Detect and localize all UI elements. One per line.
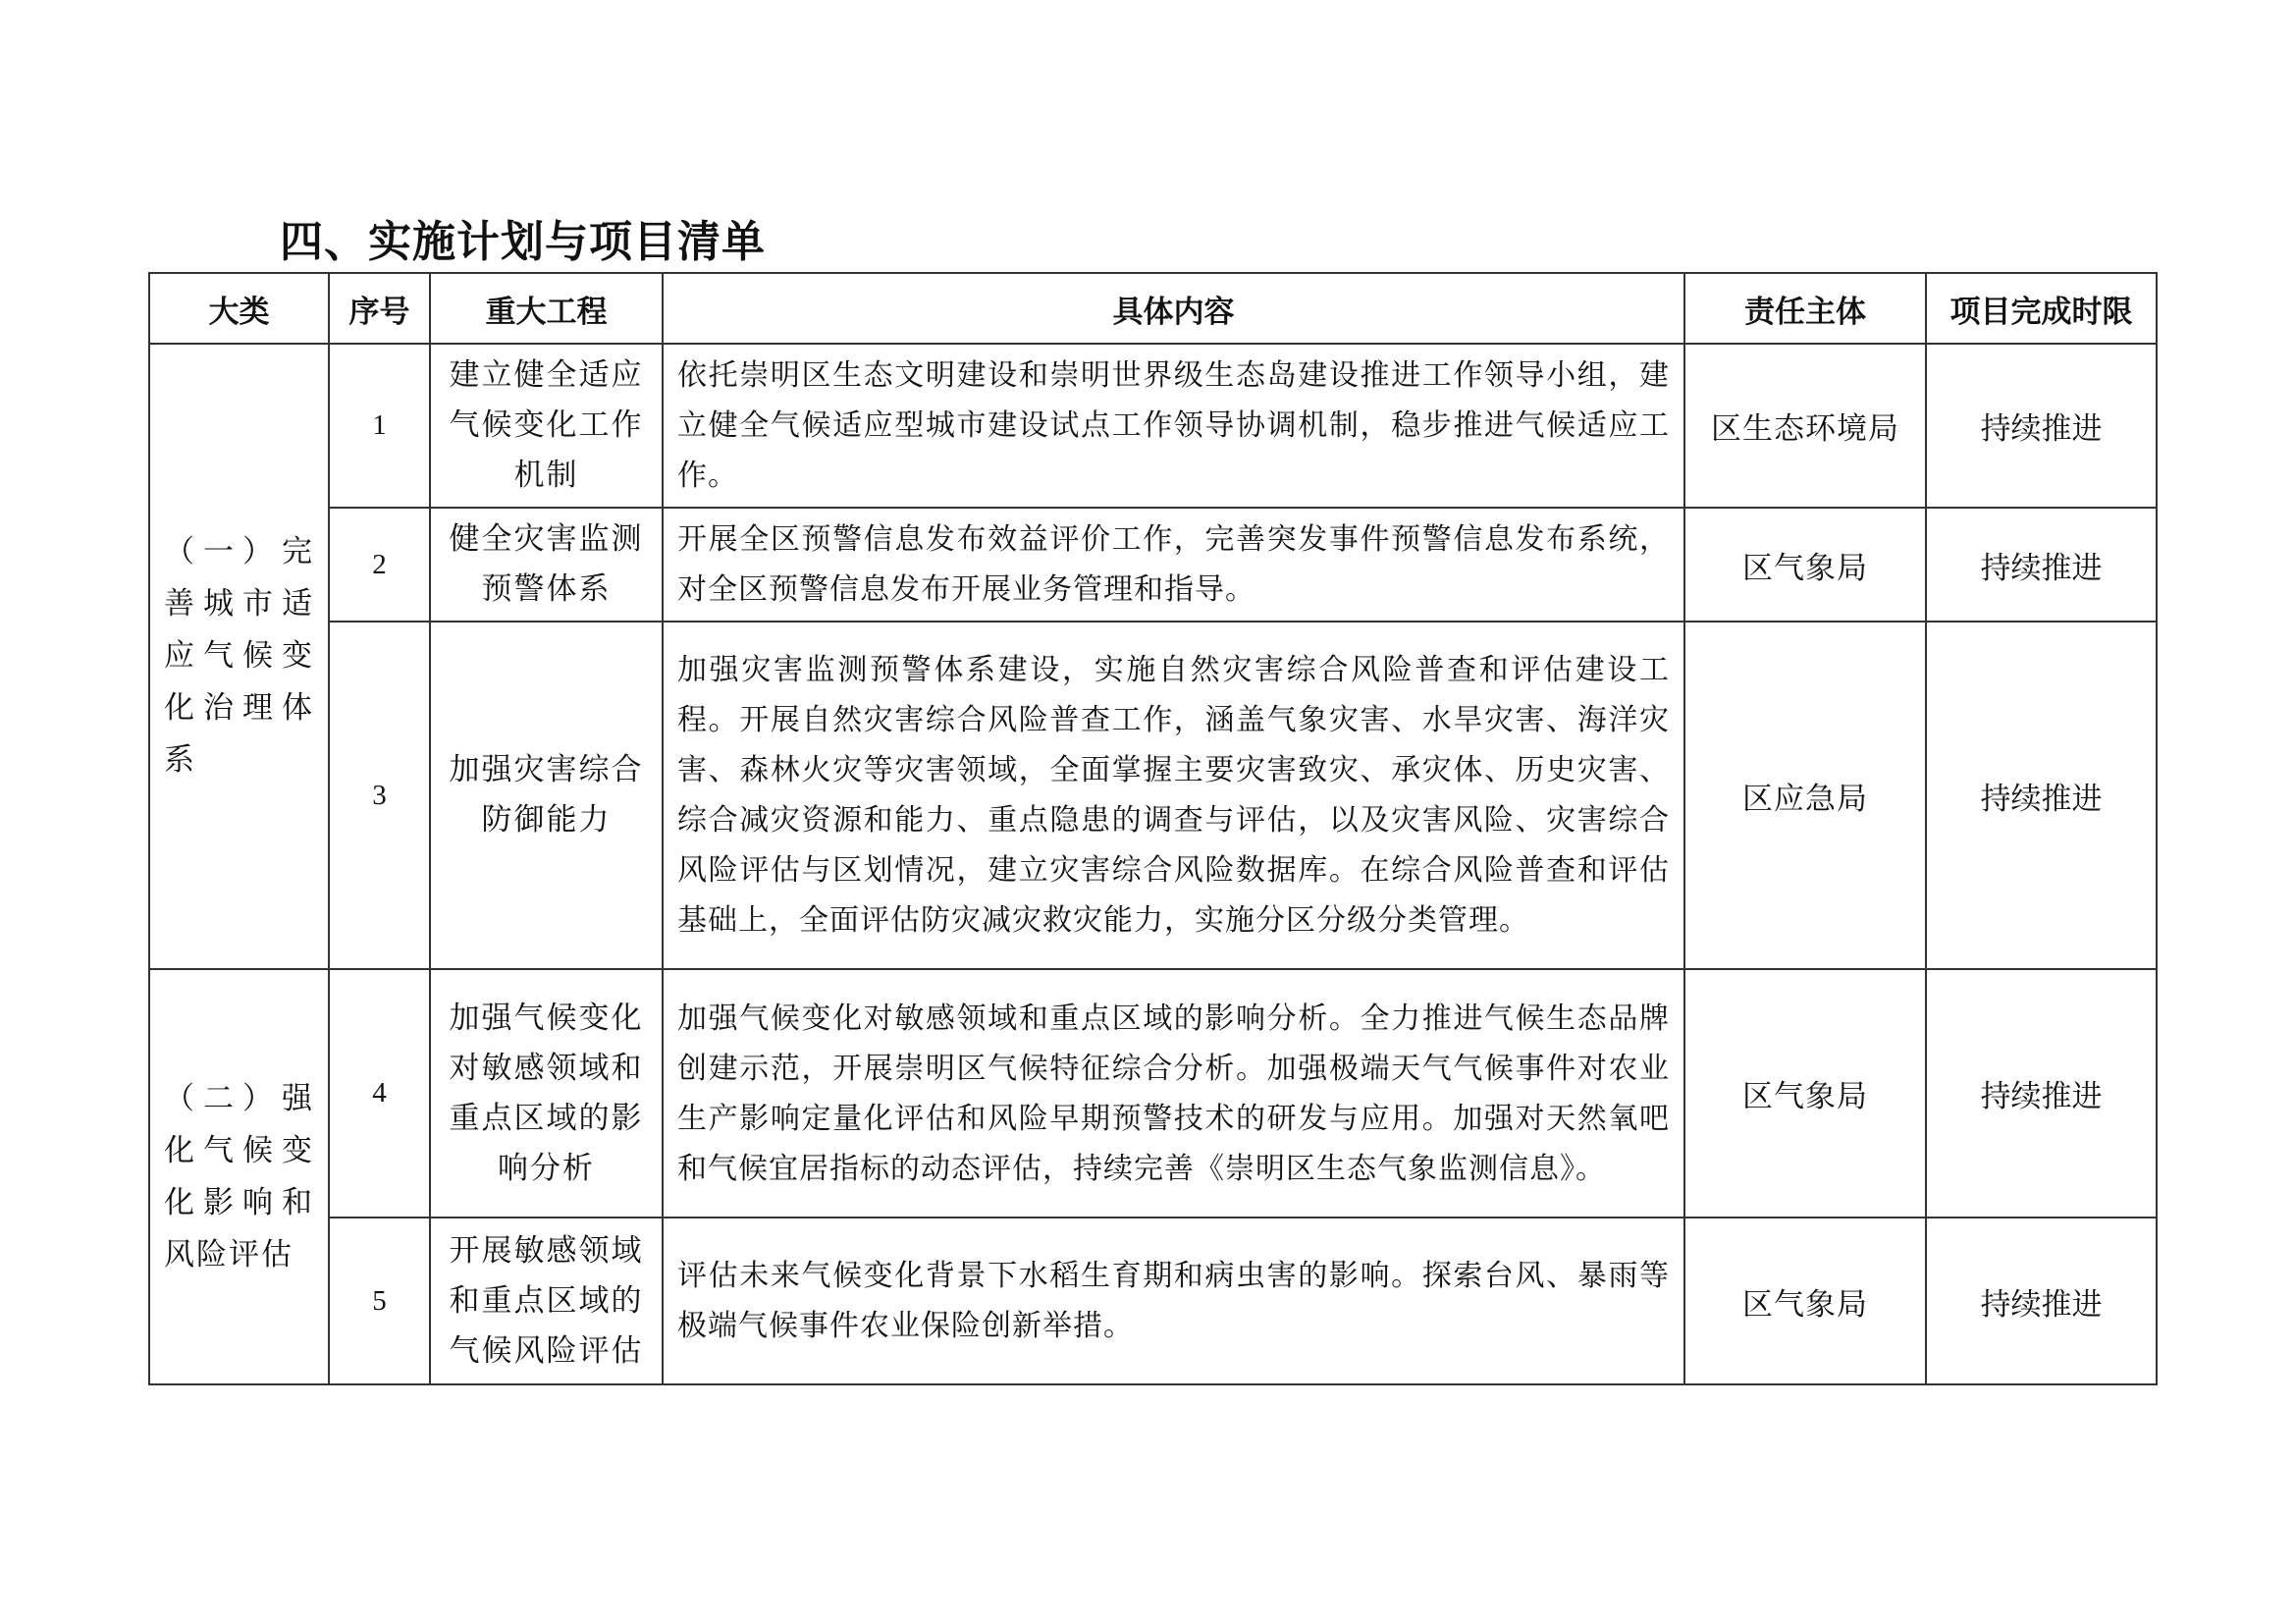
seq-cell: 3	[329, 622, 430, 969]
header-category: 大类	[149, 273, 329, 344]
deadline-cell: 持续推进	[1926, 1218, 2157, 1384]
category-cell: （一）完善城市适应气候变化治理体系	[149, 344, 329, 969]
header-content: 具体内容	[663, 273, 1684, 344]
seq-cell: 2	[329, 508, 430, 622]
section-heading: 四、实施计划与项目清单	[280, 217, 766, 267]
seq-cell: 5	[329, 1218, 430, 1384]
header-project: 重大工程	[430, 273, 663, 344]
deadline-cell: 持续推进	[1926, 969, 2157, 1218]
content-cell: 开展全区预警信息发布效益评价工作，完善突发事件预警信息发布系统，对全区预警信息发布开展业务管理和指导。	[663, 508, 1684, 622]
table-row	[149, 344, 2157, 508]
table-row	[149, 508, 2157, 622]
owner-cell: 区气象局	[1684, 508, 1926, 622]
project-cell: 开展敏感领域和重点区域的气候风险评估	[430, 1218, 663, 1384]
deadline-cell: 持续推进	[1926, 622, 2157, 969]
owner-cell: 区生态环境局	[1684, 344, 1926, 508]
project-cell: 加强气候变化对敏感领域和重点区域的影响分析	[430, 969, 663, 1218]
content-cell: 评估未来气候变化背景下水稻生育期和病虫害的影响。探索台风、暴雨等极端气候事件农业保险创新举措。	[663, 1218, 1684, 1384]
table-header-row	[149, 273, 2157, 344]
content-cell: 依托崇明区生态文明建设和崇明世界级生态岛建设推进工作领导小组，建立健全气候适应型城市建设试点工作领导协调机制，稳步推进气候适应工作。	[663, 344, 1684, 508]
owner-cell: 区气象局	[1684, 1218, 1926, 1384]
deadline-cell: 持续推进	[1926, 344, 2157, 508]
project-cell: 建立健全适应气候变化工作机制	[430, 344, 663, 508]
table-row	[149, 1218, 2157, 1384]
content-cell: 加强灾害监测预警体系建设，实施自然灾害综合风险普查和评估建设工程。开展自然灾害综合风险普查工作，涵盖气象灾害、水旱灾害、海洋灾害、森林火灾等灾害领域，全面掌握主要灾害致灾、承灾体、历史灾害、综合减灾资源和能力、重点隐患的调查与评估，以及灾害风险、灾害综合风险评估与区划情况，建立灾害综合风险数据库。在综合风险普查和评估基础上，全面评估防灾减灾救灾能力，实施分区分级分类管理。	[663, 622, 1684, 969]
header-owner: 责任主体	[1684, 273, 1926, 344]
header-deadline: 项目完成时限	[1926, 273, 2157, 344]
seq-cell: 4	[329, 969, 430, 1218]
project-cell: 加强灾害综合防御能力	[430, 622, 663, 969]
project-cell: 健全灾害监测预警体系	[430, 508, 663, 622]
table-row	[149, 622, 2157, 969]
header-seq: 序号	[329, 273, 430, 344]
category-cell: （二）强化气候变化影响和风险评估	[149, 969, 329, 1384]
owner-cell: 区气象局	[1684, 969, 1926, 1218]
implementation-plan-table	[148, 272, 2158, 1385]
table-row	[149, 969, 2157, 1218]
owner-cell: 区应急局	[1684, 622, 1926, 969]
seq-cell: 1	[329, 344, 430, 508]
content-cell: 加强气候变化对敏感领域和重点区域的影响分析。全力推进气候生态品牌创建示范，开展崇明区气候特征综合分析。加强极端天气气候事件对农业生产影响定量化评估和风险早期预警技术的研发与应用。加强对天然氧吧和气候宜居指标的动态评估，持续完善《崇明区生态气象监测信息》。	[663, 969, 1684, 1218]
deadline-cell: 持续推进	[1926, 508, 2157, 622]
